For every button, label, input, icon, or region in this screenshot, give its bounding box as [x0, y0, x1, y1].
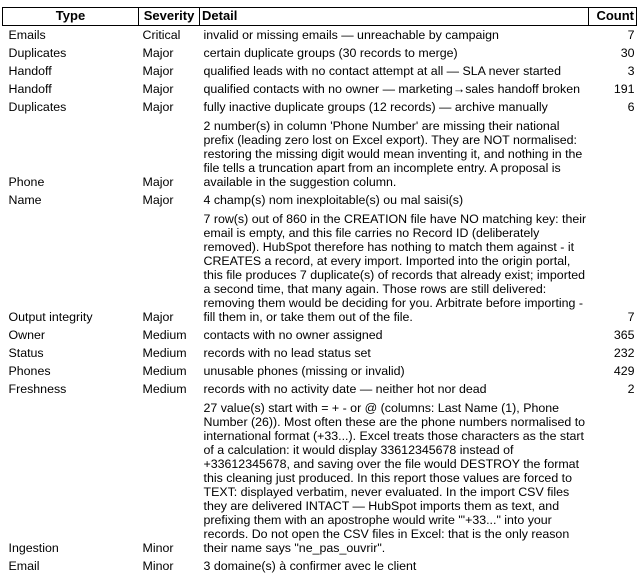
row-count: 2 [627, 382, 635, 396]
header-row [3, 8, 637, 26]
table-row [3, 209, 637, 326]
row-detail: fully inactive duplicate groups (12 records) — archive manually [203, 100, 548, 114]
row-detail: 3 domaine(s) à confirmer avec le client [203, 559, 417, 573]
row-type: Duplicates [8, 46, 67, 60]
row-severity: Major [142, 46, 174, 60]
row-count: 365 [613, 328, 635, 342]
row-type: Owner [8, 328, 45, 342]
row-type: Email [8, 559, 40, 573]
row-count: 3 [627, 64, 635, 78]
row-severity: Medium [142, 346, 187, 360]
row-count [589, 557, 637, 575]
table-row [3, 44, 637, 62]
row-detail: 7 row(s) out of 860 in the CREATION file have NO matching key: their email is empty, and this file carries no Record ID (deliberately removed). HubSpot therefore has nothing to match them against - it CREATES a record, at every import. Imported into the origin portal, this file produces 7 duplicate(s) of records that already exist; imported a second time, that many again. Those rows are still delivered: removing them would be deciding for you. Arbitrate before importing - fill them in, or take them out of the file. [203, 212, 587, 324]
row-detail: qualified contacts with no owner — marketing→sales handoff broken [203, 82, 581, 96]
row-severity: Major [142, 82, 174, 96]
table-row [3, 116, 637, 191]
row-count [589, 398, 637, 557]
row-severity: Major [142, 310, 174, 324]
row-count: 6 [627, 100, 635, 114]
row-severity: Medium [142, 382, 187, 396]
row-detail: 27 value(s) start with = + - or @ (columns: Last Name (1), Phone Number (26)). Most often these are the phone numbers normalised to international format (+33...). Excel treats those characters as the start of a calculation: it would display 33612345678 instead of +33612345678, and saving over the file would DESTROY the format this cleaning just produced. In this report those values are forced to TEXT: displayed verbatim, never evaluated. In the import CSV files they are delivered INTACT — HubSpot imports them as text, and prefixing them with an apostrophe would write "'+33..." into your records. Do not open the CSV files in Excel: that is the only reason their name says "ne_pas_ouvrir". [203, 401, 586, 555]
row-count: 232 [613, 346, 635, 360]
row-type: Phones [8, 364, 51, 378]
row-type: Ingestion [8, 541, 59, 555]
row-type: Phone [8, 175, 45, 189]
row-detail: qualified leads with no contact attempt at all — SLA never started [203, 64, 561, 78]
table-row [3, 326, 637, 344]
row-count [589, 116, 637, 191]
table-row [3, 362, 637, 380]
row-count [589, 191, 637, 209]
row-type: Duplicates [8, 100, 67, 114]
header-detail: Detail [200, 8, 589, 26]
row-type: Name [8, 193, 42, 207]
row-count: 429 [613, 364, 635, 378]
row-detail: records with no lead status set [203, 346, 371, 360]
table-row [3, 80, 637, 98]
row-detail: 2 number(s) in column 'Phone Number' are missing their national prefix (leading zero lost on Excel export). They are NOT normalised: restoring the missing digit would mean inventing it, and nothing in the file tells a truncation apart from an incomplete entry. A proposal is available in the suggestion column. [203, 119, 583, 189]
row-count: 30 [620, 46, 635, 60]
table-row [3, 62, 637, 80]
row-detail: unusable phones (missing or invalid) [203, 364, 405, 378]
table-row [3, 380, 637, 398]
table-row [3, 98, 637, 116]
issues-table [2, 7, 637, 575]
row-severity: Minor [142, 541, 174, 555]
table-row [3, 191, 637, 209]
table-row [3, 344, 637, 362]
row-severity: Major [142, 64, 174, 78]
row-type: Handoff [8, 82, 52, 96]
header-count: Count [589, 8, 637, 26]
row-type: Emails [8, 28, 46, 42]
header-severity: Severity [139, 8, 200, 26]
row-detail: 4 champ(s) nom inexploitable(s) ou mal saisi(s) [203, 193, 464, 207]
row-count: 191 [613, 82, 635, 96]
row-severity: Medium [142, 328, 187, 342]
row-detail: records with no activity date — neither hot nor dead [203, 382, 487, 396]
row-count: 7 [627, 310, 635, 324]
row-severity: Critical [142, 28, 181, 42]
table-row [3, 26, 637, 45]
row-detail: invalid or missing emails — unreachable by campaign [203, 28, 499, 42]
row-severity: Major [142, 193, 174, 207]
row-detail: contacts with no owner assigned [203, 328, 383, 342]
row-type: Handoff [8, 64, 52, 78]
table-row [3, 557, 637, 575]
row-severity: Major [142, 175, 174, 189]
row-detail: certain duplicate groups (30 records to merge) [203, 46, 458, 60]
row-type: Status [8, 346, 44, 360]
row-type: Freshness [8, 382, 67, 396]
row-severity: Major [142, 100, 174, 114]
row-severity: Medium [142, 364, 187, 378]
row-type: Output integrity [8, 310, 93, 324]
row-count: 7 [627, 28, 635, 42]
row-severity: Minor [142, 559, 174, 573]
table-row [3, 398, 637, 557]
header-type: Type [3, 8, 139, 26]
